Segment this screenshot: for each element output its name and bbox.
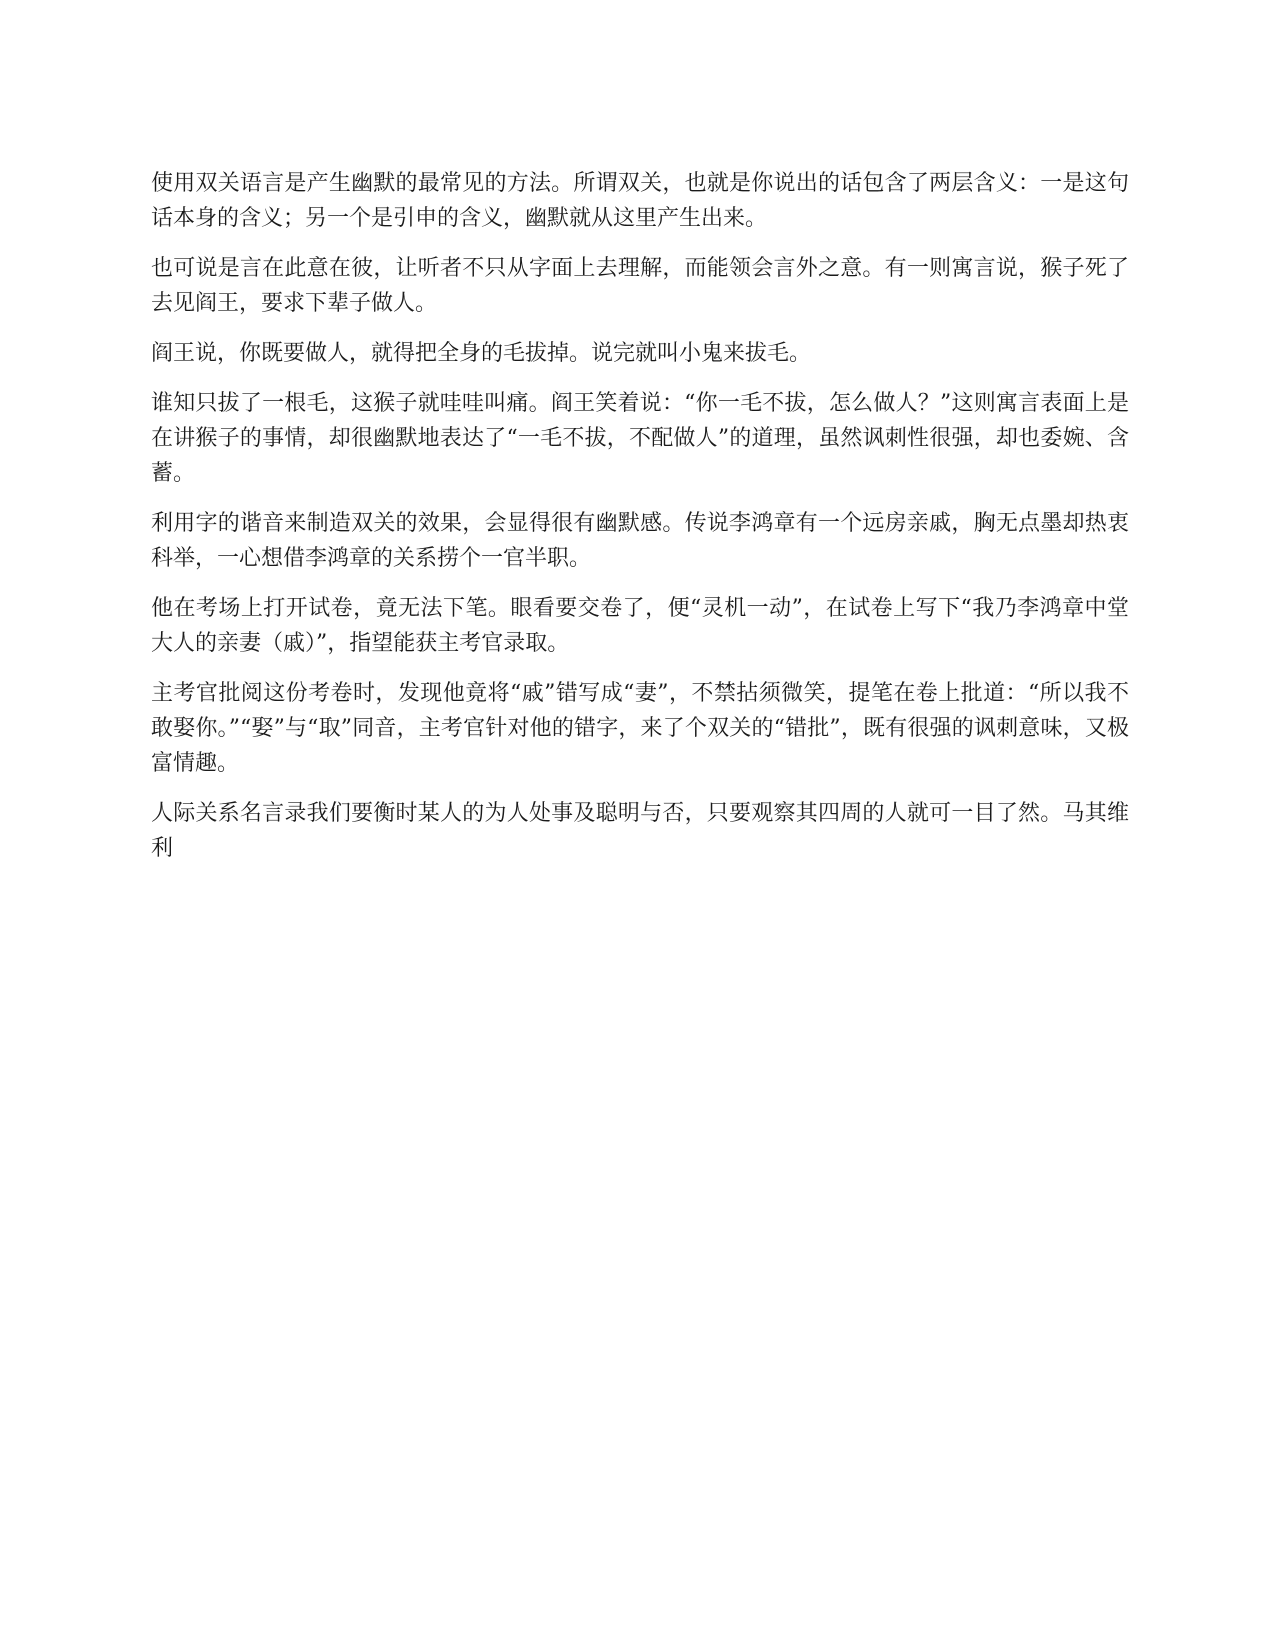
paragraph-5: 利用字的谐音来制造双关的效果，会显得很有幽默感。传说李鸿章有一个远房亲戚，胸无点墨却热衷科举，一心想借李鸿章的关系捞个一官半职。 <box>151 511 1129 571</box>
paragraph-7: 主考官批阅这份考卷时，发现他竟将“戚”错写成“妻”，不禁拈须微笑，提笔在卷上批道：“所以我不敢娶你。”“娶”与“取”同音，主考官针对他的错字，来了个双关的“错批”，既有很强的讽刺意味，又极富情趣。 <box>151 681 1129 776</box>
paragraph-1: 使用双关语言是产生幽默的最常见的方法。所谓双关，也就是你说出的话包含了两层含义：一是这句话本身的含义；另一个是引申的含义，幽默就从这里产生出来。 <box>151 171 1129 231</box>
paragraph-8: 人际关系名言录我们要衡时某人的为人处事及聪明与否，只要观察其四周的人就可一目了然。马其维利 <box>151 801 1129 861</box>
document-body <box>151 166 1129 881</box>
paragraph-6: 他在考场上打开试卷，竟无法下笔。眼看要交卷了，便“灵机一动”，在试卷上写下“我乃李鸿章中堂大人的亲妻（戚）”，指望能获主考官录取。 <box>151 596 1129 656</box>
paragraph-4: 谁知只拔了一根毛，这猴子就哇哇叫痛。阎王笑着说：“你一毛不拔，怎么做人？”这则寓言表面上是在讲猴子的事情，却很幽默地表达了“一毛不拔，不配做人”的道理，虽然讽刺性很强，却也委婉、含蓄。 <box>151 391 1129 486</box>
paragraph-3: 阎王说，你既要做人，就得把全身的毛拔掉。说完就叫小鬼来拔毛。 <box>151 341 812 366</box>
paragraph-2: 也可说是言在此意在彼，让听者不只从字面上去理解，而能领会言外之意。有一则寓言说，猴子死了去见阎王，要求下辈子做人。 <box>151 256 1129 316</box>
